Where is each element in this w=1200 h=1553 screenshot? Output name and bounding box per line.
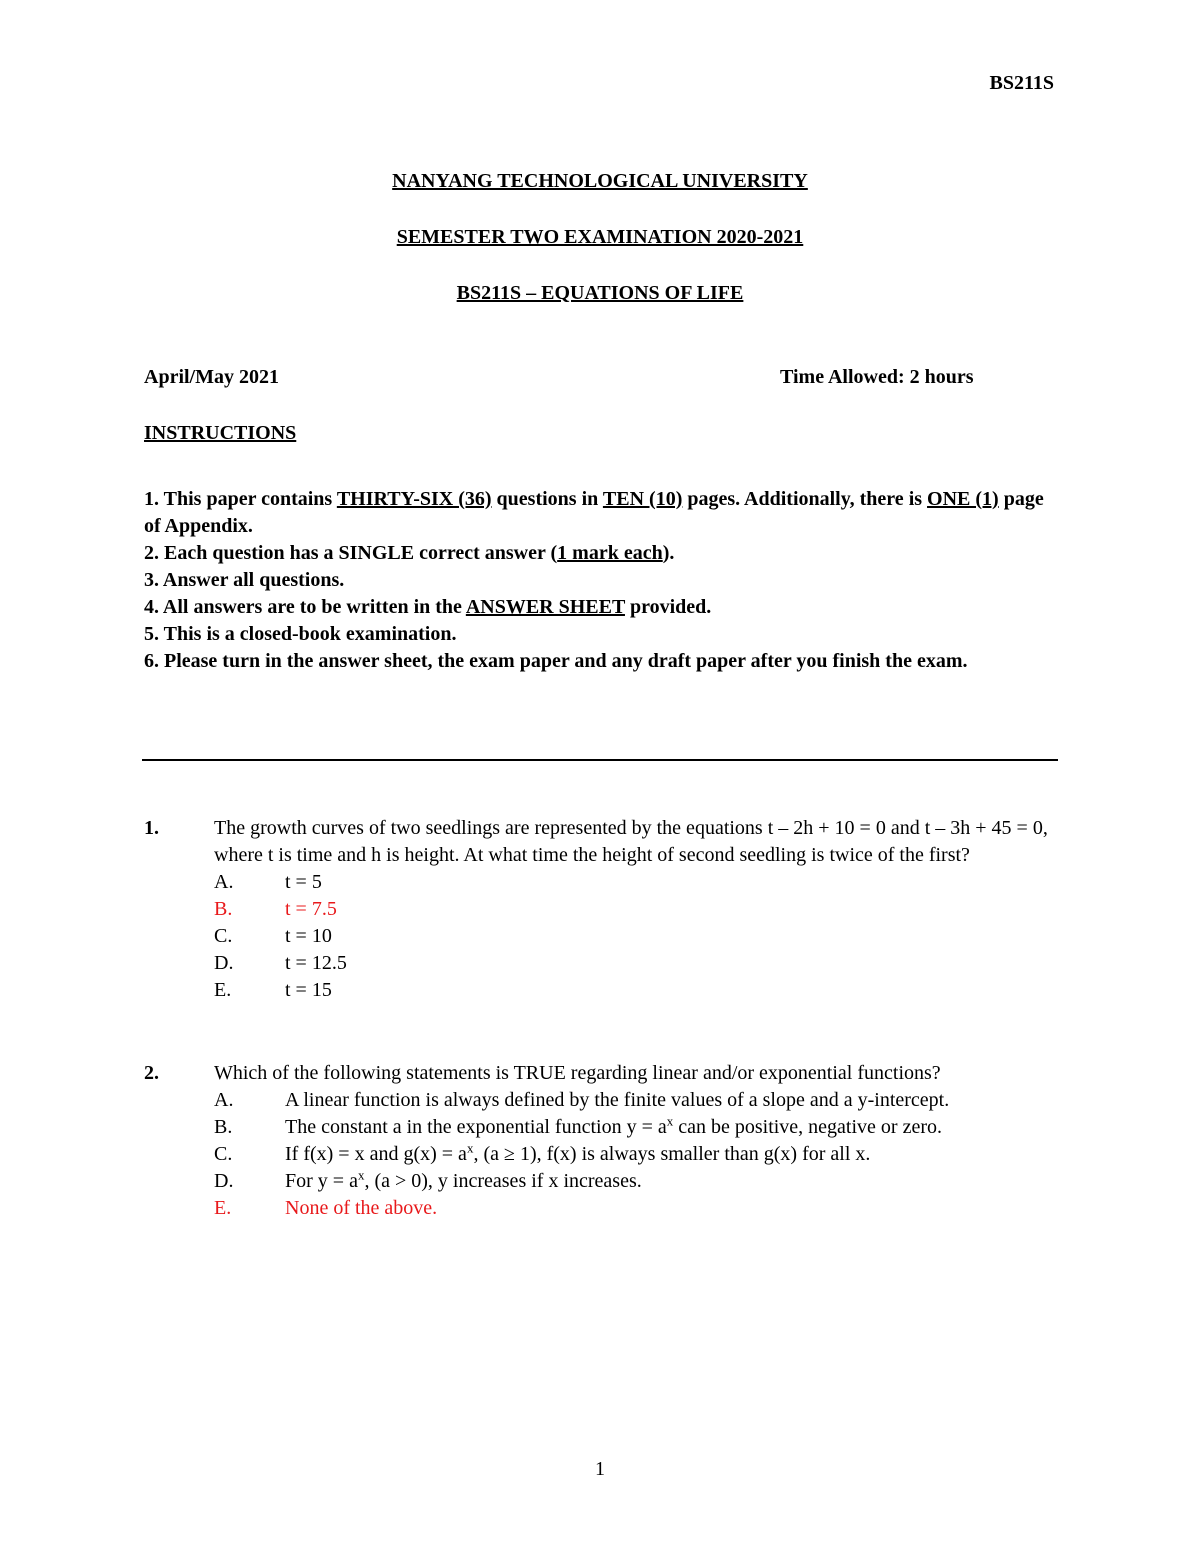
option-c: C. t = 10 bbox=[214, 925, 332, 947]
option-b-correct: B. t = 7.5 bbox=[214, 898, 337, 920]
option-a: A. A linear function is always defined by the finite values of a slope and a y-intercept. bbox=[214, 1089, 950, 1111]
instructions-list bbox=[144, 486, 1059, 675]
instruction-4: 4. All answers are to be written in the ANSWER SHEET provided. bbox=[144, 596, 712, 618]
university-title: NANYANG TECHNOLOGICAL UNIVERSITY bbox=[392, 170, 808, 192]
course-code: BS211S bbox=[989, 72, 1054, 94]
page-number: 1 bbox=[595, 1458, 605, 1480]
option-d: D. For $y = a^x$, (a > 0), y increases if x increases. bbox=[214, 1167, 642, 1192]
option-e: E. t = 15 bbox=[214, 979, 332, 1001]
option-b: B. The constant a in the exponential function $y = a^x$ can be positive, negative or zero. bbox=[214, 1113, 942, 1138]
option-a: A. t = 5 bbox=[214, 871, 322, 893]
section-divider bbox=[142, 759, 1058, 761]
instruction-2: 2. Each question has a SINGLE correct answer (1 mark each). bbox=[144, 542, 675, 564]
instruction-3: 3. Answer all questions. bbox=[144, 569, 345, 591]
exam-title: SEMESTER TWO EXAMINATION 2020-2021 bbox=[396, 226, 804, 248]
question-text: The growth curves of two seedlings are represented by the equations t – 2h + 10 = 0 and t – 3h + 45 = 0, where t is time and h is height. At what time the height of second seedling is twice of the first? bbox=[214, 817, 1048, 866]
question-2 bbox=[144, 1060, 1059, 1222]
question-number: 1. bbox=[144, 817, 159, 839]
option-c: C. If f(x) = x and $g(x) = a^x$, (a ≥ 1), f(x) is always smaller than g(x) for all x. bbox=[214, 1140, 871, 1165]
time-allowed: Time Allowed: 2 hours bbox=[780, 366, 974, 388]
instruction-6: 6. Please turn in the answer sheet, the exam paper and any draft paper after you finish the exam. bbox=[144, 650, 968, 672]
option-e-correct: E. None of the above. bbox=[214, 1197, 438, 1219]
course-title: BS211S – EQUATIONS OF LIFE bbox=[456, 282, 744, 304]
question-text: Which of the following statements is TRUE regarding linear and/or exponential functions? bbox=[214, 1062, 941, 1084]
exam-date: April/May 2021 bbox=[144, 366, 279, 388]
question-number: 2. bbox=[144, 1062, 159, 1084]
instructions-heading: INSTRUCTIONS bbox=[144, 422, 297, 444]
question-1 bbox=[144, 815, 1059, 1004]
option-d: D. t = 12.5 bbox=[214, 952, 347, 974]
instruction-1: 1. This paper contains THIRTY-SIX (36) questions in TEN (10) pages. Additionally, there is ONE (1) page of Appendix. bbox=[144, 488, 1044, 537]
instruction-5: 5. This is a closed-book examination. bbox=[144, 623, 457, 645]
